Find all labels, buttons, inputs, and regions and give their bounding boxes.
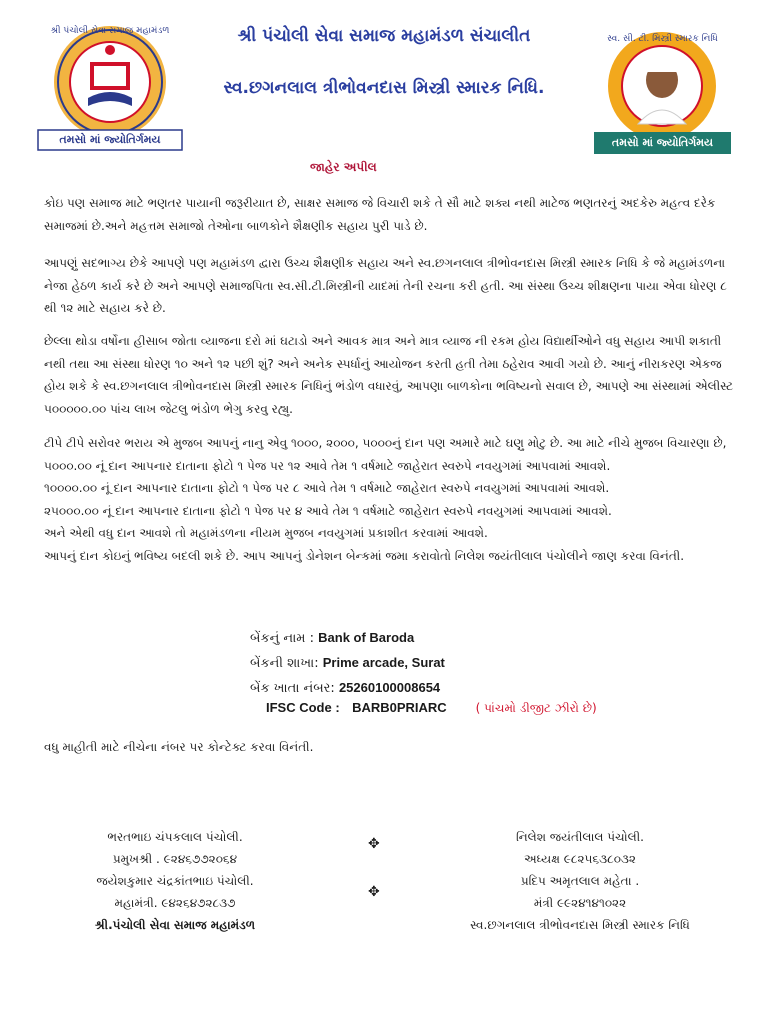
fund-title: સ્વ.છગનલાલ ત્રીભોવનદાસ મિસ્ત્રી સ્મારક નિધિ. <box>223 78 545 98</box>
paragraph-1: કોઇ પણ સમાજ માટે ભણતર પાયાની જરૂરીયાત છે, સાક્ષર સમાજ જે વિચારી શકે તે સૌ માટે શક્ય નથી માટેજ ભણતરનું અદકેરુ મહત્વ દરેક સમાજમાં છે.અને મહત્તમ સમાજો તેઓના બાળકોને શૈક્ષણીક સહાય પુરી પાડે છે. <box>44 196 716 233</box>
bank-branch-label: બેંકની શાખા: <box>250 656 319 671</box>
bank-account-value: 25260100008654 <box>338 680 441 695</box>
bank-name-value: Bank of Baroda <box>318 630 415 645</box>
left-logo-motto: તમસો માં જ્યોતિર્ગમય <box>59 133 161 146</box>
donation-line-5000: ૫૦૦૦.૦૦ નૂં દાન આપનાર દાતાના ફોટો ૧ પેજ પર ૧૨ આવે તેમ ૧ વર્ષમાટે જાહેરાત સ્વરુપે નવયુગમાં આપવામાં આવશે. <box>44 458 611 473</box>
minister-name: પ્રદિપ અમૃતલાલ મહેતા . <box>520 874 640 888</box>
left-logo-ring-text: શ્રી પંચોલી સેવા સમાજ મહામંડળ <box>50 26 170 36</box>
bank-branch-value: Prime arcade, Surat <box>322 655 445 670</box>
contact-note: વધુ માહીતી માટે નીચેના નંબર પર કોન્ટેક્ટ કરવા વિનંતી. <box>44 740 314 754</box>
paragraph-4-intro: ટીપે ટીપે સરોવર ભરાય એ મુજબ આપનું નાનુ એવુ ૧૦૦૦, ૨૦૦૦, ૫૦૦૦નું દાન પણ અમારે માટે ઘણુ મોટુ છે. આ માટે નીચે મુજબ વિચારણા છે, <box>44 436 727 450</box>
right-logo-ring-text: સ્વ. સી. ટી. મિસ્ત્રી સ્મારક નિધિ <box>607 34 718 44</box>
donation-line-25000: ૨૫૦૦૦.૦૦ નૂં દાન આપનાર દાતાના ફોટો ૧ પેજ પર ૪ આવે તેમ ૧ વર્ષમાટે જાહેરાત સ્વરુપે નવયુગમાં આપવામાં આવશે. <box>44 503 612 518</box>
ifsc-label: IFSC Code : <box>266 700 340 715</box>
left-logo <box>30 20 190 155</box>
right-signatories <box>420 826 740 936</box>
paragraph-3: છેલ્લા થોડા વર્ષોના હીસાબ જોતા વ્યાજના દરો માં ઘટાડો અને આવક માત્ર અને માત્ર વ્યાજ ની રકમ હોય વિદ્યાર્થીઓને વધુ સહાય આપી શકાતી નથી તથા આ સંસ્થા ધોરણ ૧૦ અને ૧૨ પછી શું? અને અનેક સ્પર્ધાનું આયોજન કરતી હતી તેમા ઠહેરાવ આવી ગયો છે. આનું નીરાકરણ એકજ હોય શકે કે સ્વ.છગનલાલ ત્રીભોવનદાસ મિસ્ત્રી સ્મારક નિધિનું ભંડોળ વધારવું, આપણા બાળકોના ભવિષ્યનો સવાલ છે, આપણે આ સંસ્થામાં એલીસ્ટ ૫૦૦૦૦૦.૦૦ પાંચ લાખ જેટલુ ભંડોળ ભેગુ કરવુ રહ્યુ. <box>44 334 734 416</box>
bank-branch-row <box>250 655 445 671</box>
donation-note: આપનું દાન કોઇનું ભવિષ્ય બદલી શકે છે. આપ આપનું ડોનેશન બેન્કમાં જમા કરાવોતો નિલેશ જયંતીલાલ પંચોલીને જાણ કરવા વિનંતી. <box>44 548 685 563</box>
bank-account-label: બેંક ખાતા નંબર: <box>250 681 335 696</box>
president-name: ભરતભાઇ ચંપકલાલ પંચોલી. <box>107 830 243 844</box>
chairman-role-phone: અધ્યક્ષ ૯૮૨૫૬૩૮૦૩૨ <box>524 852 636 866</box>
paragraph-4 <box>44 432 734 567</box>
bank-name-label: બેંકનું નામ : <box>250 631 314 646</box>
appeal-heading: જાહેર અપીલ <box>310 160 377 174</box>
donation-line-more: અને એથી વધુ દાન આવશે તો મહામંડળના નીયમ મુજબ નવયુગમાં પ્રકાશીત કરવામાં આવશે. <box>44 526 488 540</box>
divider-diamond-icon: ✥ <box>368 884 380 900</box>
right-logo-motto: તમસો માં જ્યોતિર્ગમય <box>611 136 714 149</box>
minister-role-phone: મંત્રી ૯૯૨૪૧૪૧૦૨૨ <box>533 896 627 910</box>
secretary-role-phone: મહામંત્રી. ૯૪૨૬૪૭૨૮૩૭ <box>114 896 236 910</box>
secretary-name: જયેશકુમાર ચંદ્રકાંતભાઇ પંચોલી. <box>96 874 254 888</box>
left-signatories <box>40 826 310 936</box>
ifsc-value: BARB0PRIARC <box>352 700 447 715</box>
org-title: શ્રી પંચોલી સેવા સમાજ મહામંડળ સંચાલીત <box>237 26 531 46</box>
paragraph-2: આપણું સદભાગ્ય છેકે આપણે પણ મહામંડળ દ્વારા ઉચ્ચ શૈક્ષણીક સહાય અને સ્વ.છગનલાલ ત્રીભોવનદાસ મિસ્ત્રી સ્મારક નિધિ કે જે મહામંડળના નેજા હેઠળ કાર્ય કરે છે અને આપણે સમાજપિતા સ્વ.સી.ટી.મિસ્ત્રીની યાદમાં તેની રચના કરી હતી. આ સંસ્થા ઉચ્ચ શીક્ષણના પાયા એવા ધોરણ ૮ થી ૧૨ માટે સહાય કરે છે. <box>44 256 727 315</box>
donation-line-10000: ૧૦૦૦૦.૦૦ નૂં દાન આપનાર દાતાના ફોટો ૧ પેજ પર ૮ આવે તેમ ૧ વર્ષમાટે જાહેરાત સ્વરુપે નવયુગમાં આપવામાં આવશે. <box>44 481 610 495</box>
divider-diamond-icon: ✥ <box>368 836 380 852</box>
bank-name-row <box>250 630 414 646</box>
ifsc-row <box>266 700 597 716</box>
right-logo <box>590 28 735 156</box>
chairman-name: નિલેશ જયંતીલાલ પંચોલી. <box>516 830 644 844</box>
bank-account-row <box>250 680 440 696</box>
president-role-phone: પ્રમુખશ્રી . ૯૨૪૬૭૭૨૦૬૪ <box>112 852 238 866</box>
ifsc-note: ( પાંચમો ડીજીટ ઝીરો છે) <box>475 701 597 715</box>
left-org-name: શ્રી.પંચોલી સેવા સમાજ મહામંડળ <box>94 918 256 932</box>
right-org-name: સ્વ.છગનલાલ ત્રીભોવનદાસ મિસ્ત્રી સ્મારક નિધિ <box>470 918 690 932</box>
